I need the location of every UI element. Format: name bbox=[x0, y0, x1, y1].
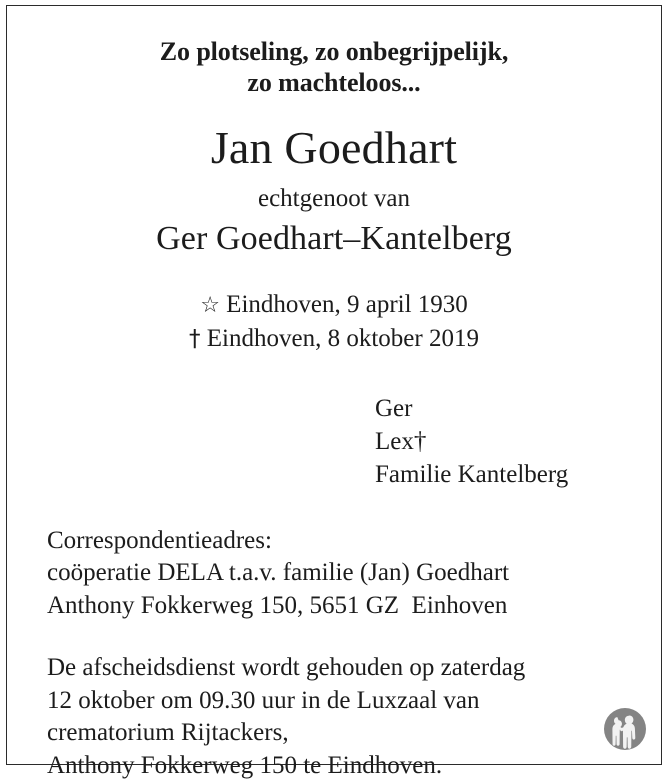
deceased-name: Jan Goedhart bbox=[210, 122, 458, 174]
service-line: 12 oktober om 09.30 uur in de Luxzaal van bbox=[47, 686, 480, 714]
service-details bbox=[7, 652, 661, 782]
correspondence-line: coöperatie DELA t.a.v. familie (Jan) Goedhart bbox=[47, 559, 510, 587]
birth-text: Eindhoven, 9 april 1930 bbox=[226, 290, 468, 318]
birth-line bbox=[7, 288, 661, 323]
opening-verse bbox=[7, 36, 661, 98]
correspondence-address bbox=[7, 525, 661, 623]
death-cross-icon: † bbox=[189, 326, 201, 353]
survivor-item: Ger bbox=[375, 394, 413, 422]
dela-logo bbox=[602, 706, 648, 752]
dela-embracing-figures-icon bbox=[602, 706, 648, 752]
spouse-name: Ger Goedhart–Kantelberg bbox=[156, 220, 512, 258]
death-line bbox=[7, 322, 661, 357]
service-line: Anthony Fokkerweg 150 te Eindhoven. bbox=[47, 751, 443, 779]
birth-star-icon: ☆ bbox=[200, 292, 220, 318]
life-dates bbox=[7, 288, 661, 357]
service-line: crematorium Rijtackers, bbox=[47, 719, 289, 747]
survivor-item: Familie Kantelberg bbox=[375, 460, 569, 488]
death-text: Eindhoven, 8 oktober 2019 bbox=[206, 325, 479, 353]
verse-line-2: zo machteloos... bbox=[247, 68, 421, 98]
service-line: De afscheidsdienst wordt gehouden op zaterdag bbox=[47, 654, 526, 682]
survivor-item: Lex† bbox=[375, 427, 427, 455]
survivors-list bbox=[7, 392, 661, 491]
verse-line-1: Zo plotseling, zo onbegrijpelijk, bbox=[159, 37, 509, 66]
correspondence-line: Anthony Fokkerweg 150, 5651 GZ Einhoven bbox=[47, 591, 508, 619]
relation-label: echtgenoot van bbox=[257, 184, 411, 212]
obituary-card bbox=[6, 5, 662, 779]
correspondence-heading: Correspondentieadres: bbox=[47, 526, 272, 554]
